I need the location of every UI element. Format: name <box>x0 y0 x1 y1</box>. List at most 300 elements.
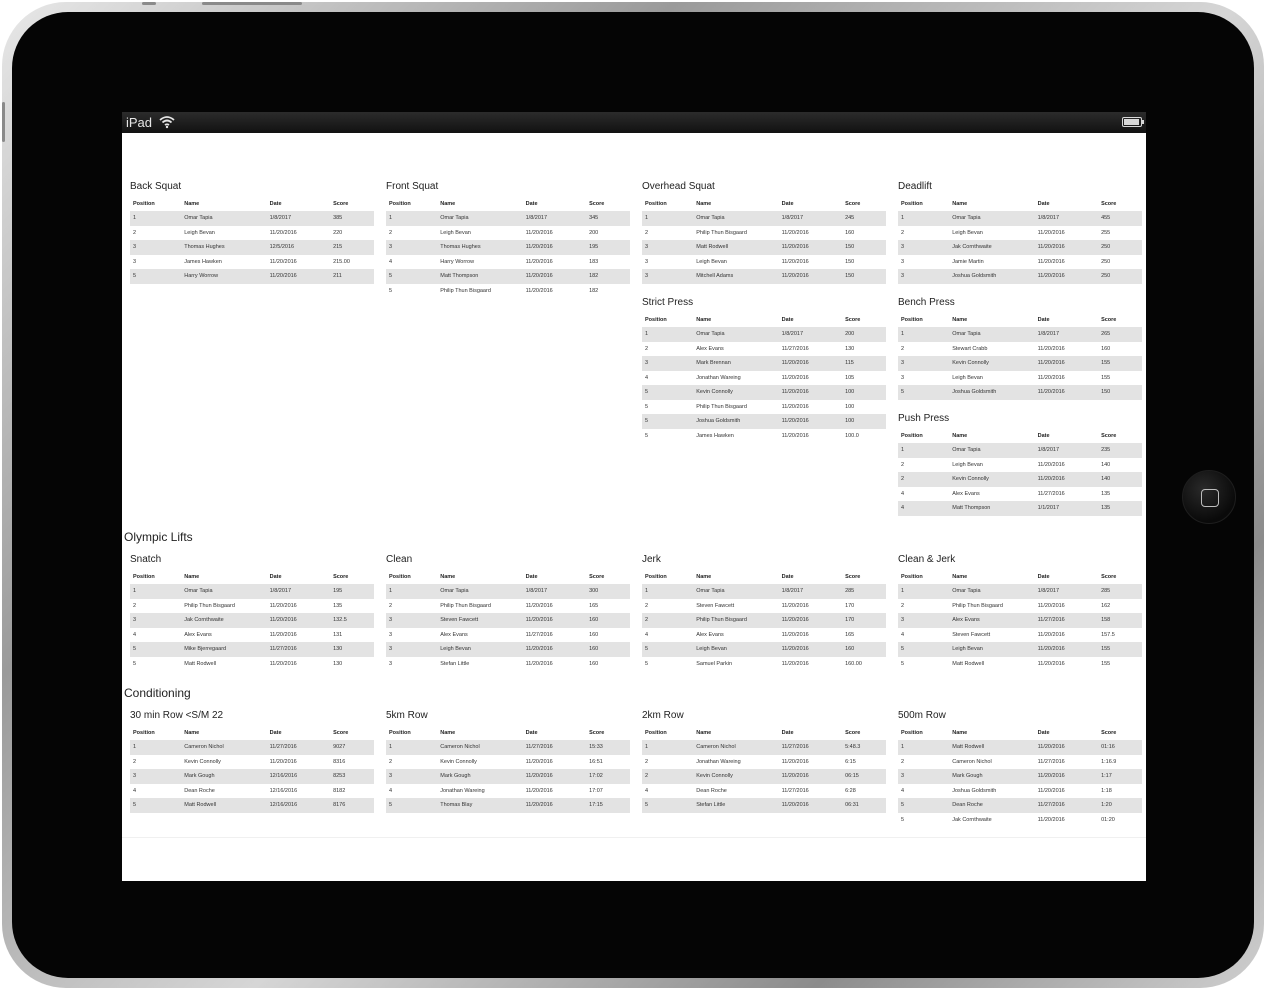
cell-name: Omar Tapia <box>949 443 1034 458</box>
cell-date: 11/20/2016 <box>523 642 586 657</box>
column-header-name: Name <box>696 201 712 207</box>
column-header-date: Date <box>1037 433 1050 439</box>
cell-position: 3 <box>642 255 693 270</box>
cell-name: Alex Evans <box>437 628 522 643</box>
column-header-date: Date <box>1037 730 1050 736</box>
cell-position: 5 <box>386 284 437 299</box>
cell-score: 135 <box>330 599 374 614</box>
table-header-row <box>130 570 374 584</box>
leaderboard-title: Jerk <box>642 554 661 565</box>
column-header-date: Date <box>525 201 538 207</box>
device-label: iPad <box>126 115 153 130</box>
leaderboard-jerk <box>642 554 886 671</box>
cell-position: 5 <box>130 657 181 672</box>
cell-name: Omar Tapia <box>181 584 266 599</box>
cell-score: 300 <box>586 584 630 599</box>
table-row <box>642 342 886 357</box>
cell-date: 11/20/2016 <box>1035 472 1098 487</box>
column-header-position: Position <box>133 574 155 580</box>
cell-name: Harry Worrow <box>437 255 522 270</box>
cell-score: 160 <box>586 657 630 672</box>
cell-name: Omar Tapia <box>437 211 522 226</box>
cell-name: Leigh Bevan <box>437 226 522 241</box>
cell-name: Philip Thun Bisgaard <box>949 599 1034 614</box>
cell-score: 150 <box>842 255 886 270</box>
table-row <box>642 356 886 371</box>
table-row <box>130 755 374 770</box>
cell-position: 1 <box>898 584 949 599</box>
table-row <box>642 211 886 226</box>
cell-date: 1/8/2017 <box>1035 211 1098 226</box>
cell-position: 5 <box>898 642 949 657</box>
cell-score: 132.5 <box>330 613 374 628</box>
column-header-date: Date <box>781 201 794 207</box>
cell-position: 4 <box>642 784 693 799</box>
cell-date: 11/20/2016 <box>523 613 586 628</box>
cell-position: 5 <box>386 269 437 284</box>
cell-position: 1 <box>130 740 181 755</box>
column-header-position: Position <box>901 433 923 439</box>
section-title-olympic: Olympic Lifts <box>124 530 193 544</box>
cell-name: James Hawken <box>693 429 778 444</box>
cell-position: 4 <box>898 628 949 643</box>
cell-name: Philip Thun Bisgaard <box>437 599 522 614</box>
cell-score: 170 <box>842 599 886 614</box>
cell-date: 11/20/2016 <box>1035 657 1098 672</box>
cell-date: 11/27/2016 <box>267 740 330 755</box>
column-header-name: Name <box>952 574 968 580</box>
cell-score: 105 <box>842 371 886 386</box>
cell-position: 2 <box>130 755 181 770</box>
cell-name: Leigh Bevan <box>693 642 778 657</box>
cell-score: 130 <box>330 657 374 672</box>
cell-date: 12/5/2016 <box>267 240 330 255</box>
cell-date: 11/20/2016 <box>779 642 842 657</box>
cell-score: 215.00 <box>330 255 374 270</box>
table-row <box>898 501 1142 516</box>
leaderboard-title: Bench Press <box>898 297 955 308</box>
leaderboard-deadlift <box>898 181 1142 284</box>
cell-date: 11/20/2016 <box>1035 740 1098 755</box>
cell-score: 155 <box>1098 657 1142 672</box>
table-row <box>386 740 630 755</box>
cell-position: 2 <box>642 613 693 628</box>
leaderboard-title: Deadlift <box>898 181 932 192</box>
column-header-score: Score <box>333 201 349 207</box>
cell-name: Joshua Goldsmith <box>949 269 1034 284</box>
leaderboard-content <box>122 133 1146 837</box>
column-header-position: Position <box>901 730 923 736</box>
table-row <box>130 740 374 755</box>
cell-date: 11/20/2016 <box>1035 385 1098 400</box>
table-row <box>898 458 1142 473</box>
leaderboard-clean <box>386 554 630 671</box>
table-row <box>898 269 1142 284</box>
table-row <box>898 255 1142 270</box>
cell-name: Leigh Bevan <box>949 371 1034 386</box>
cell-date: 11/20/2016 <box>1035 784 1098 799</box>
cell-date: 11/20/2016 <box>523 255 586 270</box>
leaderboard-front-squat <box>386 181 630 298</box>
table-row <box>386 269 630 284</box>
cell-score: 160.00 <box>842 657 886 672</box>
cell-position: 5 <box>130 798 181 813</box>
cell-name: Leigh Bevan <box>437 642 522 657</box>
cell-score: 155 <box>1098 356 1142 371</box>
table-header-row <box>386 197 630 211</box>
cell-score: 160 <box>586 628 630 643</box>
cell-position: 3 <box>898 269 949 284</box>
table-row <box>898 226 1142 241</box>
table-row <box>386 255 630 270</box>
cell-score: 115 <box>842 356 886 371</box>
table-row <box>642 599 886 614</box>
cell-date: 11/20/2016 <box>779 371 842 386</box>
cell-name: Leigh Bevan <box>949 642 1034 657</box>
table-row <box>386 784 630 799</box>
column-header-score: Score <box>1101 317 1117 323</box>
cell-score: 140 <box>1098 458 1142 473</box>
cell-position: 1 <box>130 211 181 226</box>
column-header-name: Name <box>952 201 968 207</box>
table-row <box>642 327 886 342</box>
cell-name: Kevin Connolly <box>949 356 1034 371</box>
cell-position: 3 <box>386 769 437 784</box>
cell-date: 11/20/2016 <box>267 755 330 770</box>
leaderboard-title: 30 min Row <S/M 22 <box>130 710 224 721</box>
cell-name: Jonathan Wareing <box>693 371 778 386</box>
table-row <box>898 371 1142 386</box>
cell-date: 11/20/2016 <box>779 657 842 672</box>
table-row <box>898 211 1142 226</box>
cell-score: 165 <box>586 599 630 614</box>
cell-position: 1 <box>130 584 181 599</box>
cell-name: James Hawken <box>181 255 266 270</box>
table-row <box>898 443 1142 458</box>
table-row <box>898 599 1142 614</box>
cell-name: Cameron Nichol <box>181 740 266 755</box>
leaderboard-table <box>898 570 1142 671</box>
cell-position: 2 <box>642 226 693 241</box>
cell-date: 11/20/2016 <box>779 613 842 628</box>
cell-name: Alex Evans <box>949 487 1034 502</box>
cell-score: 245 <box>842 211 886 226</box>
cell-name: Stefan Little <box>437 657 522 672</box>
table-row <box>642 385 886 400</box>
cell-score: 131 <box>330 628 374 643</box>
cell-position: 1 <box>898 211 949 226</box>
column-header-position: Position <box>133 201 155 207</box>
cell-score: 1:16.9 <box>1098 755 1142 770</box>
table-header-row <box>386 726 630 740</box>
cell-score: 170 <box>842 613 886 628</box>
cell-date: 11/20/2016 <box>1035 813 1098 828</box>
cell-name: Leigh Bevan <box>949 226 1034 241</box>
home-button[interactable] <box>1182 470 1236 524</box>
table-row <box>642 255 886 270</box>
table-row <box>386 769 630 784</box>
cell-date: 11/20/2016 <box>267 255 330 270</box>
cell-score: 8176 <box>330 798 374 813</box>
cell-score: 250 <box>1098 255 1142 270</box>
table-row <box>898 784 1142 799</box>
cell-position: 2 <box>642 599 693 614</box>
cell-date: 11/20/2016 <box>779 240 842 255</box>
cell-position: 3 <box>898 255 949 270</box>
cell-name: Harry Worrow <box>181 269 266 284</box>
table-row <box>386 599 630 614</box>
table-header-row <box>642 197 886 211</box>
table-row <box>898 472 1142 487</box>
top-button <box>142 2 156 5</box>
cell-score: 130 <box>842 342 886 357</box>
table-header-row <box>898 197 1142 211</box>
cell-score: 195 <box>330 584 374 599</box>
cell-date: 11/20/2016 <box>779 356 842 371</box>
leaderboard-table <box>642 313 886 443</box>
column-header-name: Name <box>184 574 200 580</box>
column-header-name: Name <box>184 730 200 736</box>
cell-date: 11/27/2016 <box>1035 798 1098 813</box>
column-header-score: Score <box>1101 201 1117 207</box>
cell-score: 150 <box>842 240 886 255</box>
cell-score: 100.0 <box>842 429 886 444</box>
table-row <box>898 342 1142 357</box>
leaderboard-table <box>898 313 1142 400</box>
cell-score: 100 <box>842 414 886 429</box>
cell-name: Omar Tapia <box>181 211 266 226</box>
column-header-date: Date <box>781 730 794 736</box>
cell-score: 200 <box>842 327 886 342</box>
cell-position: 2 <box>386 755 437 770</box>
cell-position: 2 <box>642 342 693 357</box>
table-row <box>642 240 886 255</box>
leaderboard-table <box>130 197 374 284</box>
table-row <box>386 584 630 599</box>
column-header-position: Position <box>133 730 155 736</box>
cell-name: Kevin Connolly <box>437 755 522 770</box>
cell-name: Matt Thompson <box>437 269 522 284</box>
cell-name: Mark Gough <box>437 769 522 784</box>
leaderboard-title: 2km Row <box>642 710 684 721</box>
table-header-row <box>898 429 1142 443</box>
cell-date: 11/20/2016 <box>1035 255 1098 270</box>
cell-date: 11/20/2016 <box>523 284 586 299</box>
cell-position: 3 <box>130 769 181 784</box>
cell-date: 11/20/2016 <box>1035 599 1098 614</box>
leaderboard-clean-and-jerk <box>898 554 1142 671</box>
leaderboard-back-squat <box>130 181 374 284</box>
table-header-row <box>642 313 886 327</box>
cell-date: 11/20/2016 <box>1035 356 1098 371</box>
column-header-date: Date <box>269 201 282 207</box>
table-row <box>642 755 886 770</box>
cell-date: 1/8/2017 <box>267 584 330 599</box>
cell-position: 5 <box>642 385 693 400</box>
cell-position: 1 <box>898 740 949 755</box>
table-row <box>130 240 374 255</box>
cell-date: 11/20/2016 <box>1035 269 1098 284</box>
table-header-row <box>642 570 886 584</box>
column-header-position: Position <box>901 317 923 323</box>
cell-name: Philip Thun Bisgaard <box>437 284 522 299</box>
cell-position: 5 <box>898 385 949 400</box>
column-header-score: Score <box>589 201 605 207</box>
cell-score: 183 <box>586 255 630 270</box>
cell-score: 182 <box>586 284 630 299</box>
cell-score: 158 <box>1098 613 1142 628</box>
leaderboard-table <box>642 197 886 284</box>
cell-score: 211 <box>330 269 374 284</box>
cell-position: 4 <box>642 628 693 643</box>
cell-score: 155 <box>1098 371 1142 386</box>
cell-date: 11/20/2016 <box>779 429 842 444</box>
leaderboard-title: Back Squat <box>130 181 182 192</box>
cell-date: 11/20/2016 <box>779 414 842 429</box>
cell-score: 345 <box>586 211 630 226</box>
section-title-conditioning: Conditioning <box>124 686 191 700</box>
column-header-name: Name <box>440 574 456 580</box>
cell-date: 12/16/2016 <box>267 784 330 799</box>
cell-date: 11/27/2016 <box>1035 487 1098 502</box>
top-button <box>202 2 302 5</box>
cell-date: 1/1/2017 <box>1035 501 1098 516</box>
column-header-name: Name <box>696 574 712 580</box>
cell-name: Stewart Crabb <box>949 342 1034 357</box>
leaderboard-row-500m <box>898 710 1142 827</box>
cell-name: Jonathan Wareing <box>437 784 522 799</box>
cell-position: 4 <box>386 784 437 799</box>
column-header-score: Score <box>845 730 861 736</box>
cell-score: 06:31 <box>842 798 886 813</box>
table-header-row <box>642 726 886 740</box>
cell-name: Samuel Parkin <box>693 657 778 672</box>
cell-name: Leigh Bevan <box>949 458 1034 473</box>
bottom-strip <box>122 837 1146 881</box>
cell-date: 11/20/2016 <box>779 400 842 415</box>
cell-date: 11/27/2016 <box>779 740 842 755</box>
column-header-score: Score <box>845 574 861 580</box>
cell-score: 160 <box>842 642 886 657</box>
cell-score: 5:48.3 <box>842 740 886 755</box>
table-row <box>898 798 1142 813</box>
leaderboard-table <box>898 197 1142 284</box>
cell-date: 1/8/2017 <box>523 211 586 226</box>
cell-score: 140 <box>1098 472 1142 487</box>
leaderboard-row-2km <box>642 710 886 813</box>
column-header-date: Date <box>269 574 282 580</box>
column-header-name: Name <box>696 317 712 323</box>
table-row <box>130 613 374 628</box>
leaderboard-snatch <box>130 554 374 671</box>
cell-name: Omar Tapia <box>949 327 1034 342</box>
leaderboard-table <box>898 726 1142 827</box>
leaderboard-overhead-squat <box>642 181 886 284</box>
cell-score: 06:15 <box>842 769 886 784</box>
cell-position: 5 <box>130 269 181 284</box>
cell-score: 8316 <box>330 755 374 770</box>
cell-name: Mark Gough <box>181 769 266 784</box>
cell-score: 160 <box>842 226 886 241</box>
cell-name: Philip Thun Bisgaard <box>181 599 266 614</box>
table-row <box>642 400 886 415</box>
column-header-name: Name <box>952 317 968 323</box>
cell-position: 3 <box>386 613 437 628</box>
cell-score: 150 <box>842 269 886 284</box>
cell-position: 3 <box>898 356 949 371</box>
cell-score: 157.5 <box>1098 628 1142 643</box>
column-header-date: Date <box>525 574 538 580</box>
table-header-row <box>898 313 1142 327</box>
table-row <box>386 798 630 813</box>
table-header-row <box>130 726 374 740</box>
cell-date: 11/20/2016 <box>779 226 842 241</box>
table-row <box>642 269 886 284</box>
table-row <box>642 784 886 799</box>
table-row <box>898 628 1142 643</box>
cell-score: 17:07 <box>586 784 630 799</box>
table-header-row <box>386 570 630 584</box>
column-header-date: Date <box>1037 201 1050 207</box>
table-row <box>898 740 1142 755</box>
column-header-score: Score <box>589 730 605 736</box>
cell-position: 5 <box>386 798 437 813</box>
column-header-position: Position <box>389 730 411 736</box>
battery-icon <box>1122 117 1142 127</box>
cell-position: 1 <box>386 740 437 755</box>
cell-date: 1/8/2017 <box>1035 327 1098 342</box>
column-header-position: Position <box>645 574 667 580</box>
cell-date: 11/20/2016 <box>779 269 842 284</box>
column-header-name: Name <box>696 730 712 736</box>
cell-date: 11/27/2016 <box>779 784 842 799</box>
cell-date: 11/27/2016 <box>1035 755 1098 770</box>
column-header-position: Position <box>901 574 923 580</box>
column-header-score: Score <box>845 317 861 323</box>
cell-date: 11/20/2016 <box>1035 642 1098 657</box>
table-row <box>898 613 1142 628</box>
cell-score: 250 <box>1098 240 1142 255</box>
leaderboard-title: 500m Row <box>898 710 946 721</box>
table-row <box>642 429 886 444</box>
cell-date: 11/20/2016 <box>523 269 586 284</box>
cell-score: 150 <box>1098 385 1142 400</box>
cell-position: 3 <box>130 255 181 270</box>
leaderboard-strict-press <box>642 297 886 443</box>
table-row <box>898 487 1142 502</box>
table-row <box>386 226 630 241</box>
cell-date: 1/8/2017 <box>523 584 586 599</box>
column-header-position: Position <box>645 730 667 736</box>
cell-position: 2 <box>130 599 181 614</box>
leaderboard-table <box>898 429 1142 516</box>
cell-date: 11/20/2016 <box>523 784 586 799</box>
cell-position: 4 <box>642 371 693 386</box>
cell-name: Philip Thun Bisgaard <box>693 613 778 628</box>
cell-position: 5 <box>898 798 949 813</box>
table-row <box>898 813 1142 828</box>
table-header-row <box>130 197 374 211</box>
status-bar <box>122 112 1146 133</box>
cell-date: 11/20/2016 <box>267 628 330 643</box>
cell-score: 130 <box>330 642 374 657</box>
column-header-position: Position <box>901 201 923 207</box>
cell-date: 11/20/2016 <box>1035 240 1098 255</box>
screen <box>122 112 1146 881</box>
cell-name: Omar Tapia <box>693 584 778 599</box>
cell-position: 2 <box>898 472 949 487</box>
cell-score: 6:15 <box>842 755 886 770</box>
